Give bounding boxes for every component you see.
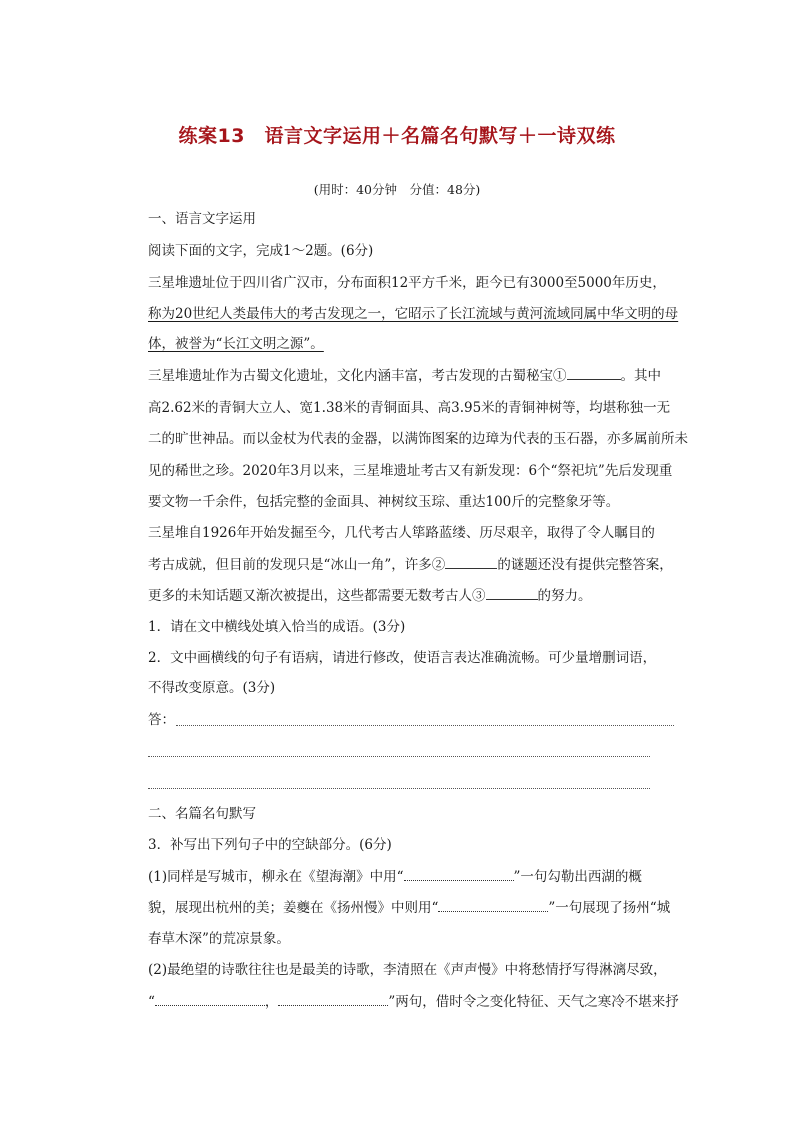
page-title: 练案13 语言文字运用＋名篇名句默写＋一诗双练 bbox=[178, 125, 616, 147]
passage-text: 更多的未知话题又渐次被提出，这些都需要无数考古人③ bbox=[148, 588, 486, 604]
passage-line: 三星堆遗址位于四川省广汉市，分布面积12平方千米，距今已有3000至5000年历史， bbox=[148, 275, 666, 291]
poem-blank-3[interactable] bbox=[155, 993, 265, 1006]
item-text: ”两句，借时令之变化特征、天气之寒冷不堪来抒 bbox=[388, 994, 679, 1010]
question-3: 3．补写出下列句子中的空缺部分。(6分) bbox=[148, 837, 392, 853]
poem-item-2: (2)最绝望的诗歌往往也是最美的诗歌，李清照在《声声慢》中将愁情抒写得淋漓尽致， bbox=[148, 962, 667, 978]
passage-text: 三星堆遗址作为古蜀文化遗址，文化内涵丰富，考古发现的古蜀秘宝① bbox=[148, 368, 567, 384]
section2-heading: 二、名篇名句默写 bbox=[148, 806, 256, 822]
item-text: ， bbox=[264, 994, 279, 1010]
answer-line-3[interactable] bbox=[148, 788, 650, 789]
time-score-info: (用时：40分钟 分值：48分) bbox=[313, 182, 481, 197]
reading-intro: 阅读下面的文字，完成1～2题。(6分) bbox=[148, 243, 374, 259]
passage-line: 三星堆自1926年开始发掘至今，几代考古人筚路蓝缕、历尽艰辛，取得了令人瞩目的 bbox=[148, 525, 655, 541]
passage-line bbox=[148, 366, 661, 386]
item-text: ”一句勾勒出西湖的概 bbox=[513, 869, 642, 885]
item-text: 貌，展现出杭州的美；姜夔在《扬州慢》中则用“ bbox=[148, 900, 439, 916]
answer-line-2[interactable] bbox=[148, 756, 650, 757]
item-text: (1)同样是写城市，柳永在《望海潮》中用“ bbox=[148, 869, 404, 885]
section1-heading: 一、语言文字运用 bbox=[148, 211, 256, 227]
passage-line: 见的稀世之珍。2020年3月以来，三星堆遗址考古又有新发现：6个“祭祀坑”先后发现重 bbox=[148, 463, 673, 479]
passage-line bbox=[148, 555, 673, 575]
poem-blank-1[interactable] bbox=[404, 868, 514, 881]
question-1: 1．请在文中横线处填入恰当的成语。(3分) bbox=[148, 619, 406, 635]
passage-text: 考古成就，但目前的发现只是“冰山一角”，许多② bbox=[148, 557, 446, 573]
underlined-sentence: 称为20世纪人类最伟大的考古发现之一，它昭示了长江流域与黄河流域同属中华文明的母 bbox=[148, 306, 679, 322]
passage-line: 高2.62米的青铜大立人、宽1.38米的青铜面具、高3.95米的青铜神树等，均堪称独一无 bbox=[148, 400, 671, 416]
item-text: ”一句展现了扬州“城 bbox=[548, 900, 671, 916]
poem-item-1 bbox=[148, 867, 642, 887]
poem-item-1-end: 春草木深”的荒凉景象。 bbox=[148, 931, 290, 947]
underlined-sentence-end: 体，被誉为“长江文明之源”。 bbox=[148, 336, 324, 352]
passage-text: 。其中 bbox=[620, 368, 661, 384]
item-text: “ bbox=[148, 994, 155, 1010]
passage-line: 二的旷世神品。而以金杖为代表的金器，以满饰图案的边璋为代表的玉石器，亦多属前所未 bbox=[148, 431, 688, 447]
answer-label: 答： bbox=[148, 712, 175, 728]
blank-2[interactable] bbox=[445, 556, 497, 569]
passage-text: 的努力。 bbox=[537, 588, 592, 604]
answer-line-1[interactable] bbox=[176, 725, 674, 726]
poem-item-1-cont bbox=[148, 898, 670, 918]
question-2-cont: 不得改变原意。(3分) bbox=[148, 680, 276, 696]
poem-item-2-cont bbox=[148, 992, 679, 1012]
poem-blank-2[interactable] bbox=[438, 899, 548, 912]
blank-3[interactable] bbox=[486, 587, 538, 600]
question-2: 2．文中画横线的句子有语病，请进行修改，使语言表达准确流畅。可少量增删词语， bbox=[148, 650, 657, 666]
passage-line bbox=[148, 586, 592, 606]
passage-line: 要文物一千余件，包括完整的金面具、神树纹玉琮、重达100斤的完整象牙等。 bbox=[148, 494, 620, 510]
passage-text: 的谜题还没有提供完整答案， bbox=[497, 557, 673, 573]
poem-blank-4[interactable] bbox=[278, 993, 388, 1006]
blank-1[interactable] bbox=[567, 367, 621, 380]
